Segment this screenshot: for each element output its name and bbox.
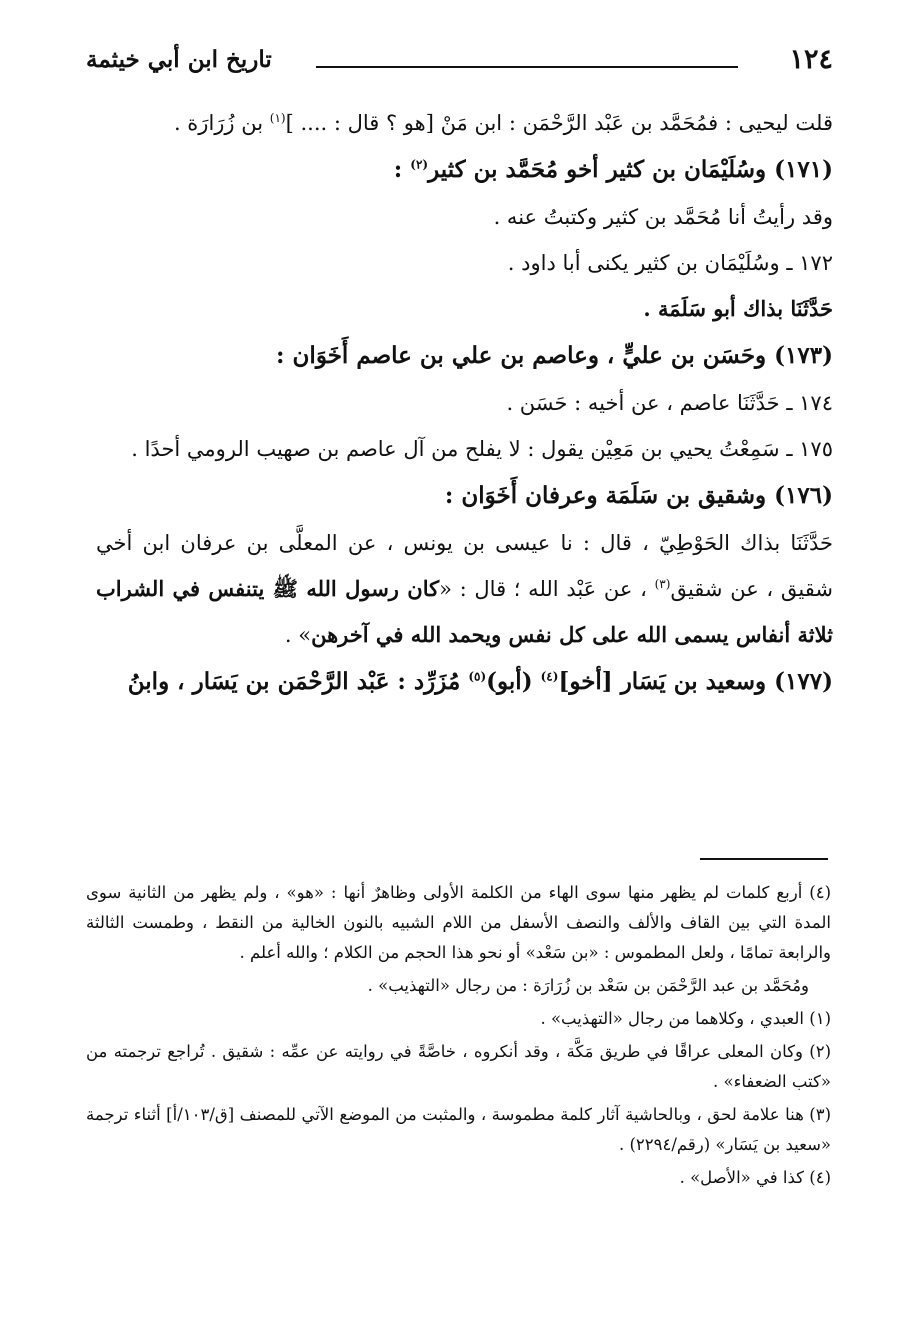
footnote-ref[interactable]: (١) xyxy=(269,111,286,125)
footnotes xyxy=(86,878,831,1196)
hadith-text: كان رسول الله ﷺ يتنفس في الشراب ثلاثة أنفاس يسمى الله على كل نفس ويحمد الله في آخرهن xyxy=(96,576,833,647)
entry-heading-173: (١٧٣) وحَسَن بن عليٍّ ، وعاصم بن علي بن عاصم أَخَوَان : xyxy=(276,342,833,369)
footnote-2: (٢) وكان المعلى عراقًا في طريق مَكَّة ، وقد أنكروه ، خاصَّةً في روايته عن عمِّه : شقيق . تُراجع ترجمته من «كتب الضعفاء» . xyxy=(86,1042,831,1091)
running-title: تاريخ ابن أبي خيثمة xyxy=(86,46,272,73)
footnote-ref[interactable]: (٤) xyxy=(540,669,559,684)
footnote-4: (٤) كذا في «الأصل» . xyxy=(679,1168,831,1187)
heading-text: مُزَرِّد : عَبْد الرَّحْمَن بن يَسَار ، وابنُ xyxy=(127,668,461,695)
footnote-1: (١) العبدي ، وكلاهما من رجال «التهذيب» . xyxy=(540,1009,831,1028)
footnote-ref[interactable]: (٣) xyxy=(654,577,671,591)
entry-heading-177 xyxy=(96,658,833,706)
paragraph-174: ١٧٤ ـ حَدَّثَنَا عاصم ، عن أخيه : حَسَن . xyxy=(506,391,833,415)
paragraph: حَدَّثَنَا بذاك أبو سَلَمَة . xyxy=(643,296,833,321)
paragraph-175: ١٧٥ ـ سَمِعْتُ يحيي بن مَعِيْن يقول : لا يفلح من آل عاصم بن صهيب الرومي أحدًا . xyxy=(131,437,833,461)
footnote-3: (٣) هنا علامة لحق ، وبالحاشية آثار كلمة مطموسة ، والمثبت من الموضع الآتي للمصنف [ق/١٠٣/أ] أثناء ترجمة «سعيد بن يَسَار» (رقم/٢٢٩٤) . xyxy=(86,1105,832,1154)
paragraph: وقد رأيتُ أنا مُحَمَّد بن كثير وكتبتُ عنه . xyxy=(493,205,833,229)
paragraph-176 xyxy=(96,520,833,658)
footnote-ref[interactable]: (٥) xyxy=(468,669,487,684)
text-run: حَدَّثَنَا بذاك الحَوْطِيّ ، قال : نا عيسى بن يونس ، عن المعلَّى بن عرفان ابن أخي شقيق ، عن شقيق xyxy=(96,531,833,601)
text-run: قلت ليحيى : فمُحَمَّد بن عَبْد الرَّحْمَن : ابن مَنْ [هو ؟ قال : .... ] xyxy=(285,111,833,135)
page-header xyxy=(86,44,833,84)
heading-text: (أبو) xyxy=(486,668,533,695)
text-run: » . xyxy=(284,623,312,647)
footnote-ref[interactable]: (٢) xyxy=(410,157,429,172)
main-text xyxy=(96,100,833,706)
paragraph-172: ١٧٢ ـ وسُلَيْمَان بن كثير يكنى أبا داود . xyxy=(507,251,833,275)
footnote-rule xyxy=(700,858,828,860)
footnote-4-prev-cont: ومُحَمَّد بن عبد الرَّحْمَن بن سَعْد بن زُرَارَة : من رجال «التهذيب» . xyxy=(367,976,809,995)
entry-heading-176: (١٧٦) وشقيق بن سَلَمَة وعرفان أَخَوَان : xyxy=(444,482,833,509)
text-run: ، عن عَبْد الله ؛ قال : « xyxy=(439,577,647,601)
header-rule xyxy=(316,66,738,68)
heading-text: (١٧٧) وسعيد بن يَسَار [أخو] xyxy=(558,668,833,695)
footnote-4-prev: (٤) أربع كلمات لم يظهر منها سوى الهاء من الكلمة الأولى وظاهرٌ أنها : «هو» ، ولم يظهر من الثانية سوى المدة التي بين القاف والألف والنصف الأسفل من اللام الشبيه بالنون الخالية من النقط ، وطمست الثالثة والرابعة تمامًا ، ولعل المطموس : «بن سَعْد» أو نحو هذا الحجم من الكلام ؛ والله أعلم . xyxy=(86,883,831,962)
heading-text: (١٧١) وسُلَيْمَان بن كثير أخو مُحَمَّد بن كثير xyxy=(428,156,833,183)
heading-colon: : xyxy=(393,156,403,183)
page-number: ١٢٤ xyxy=(789,44,833,75)
text-run: بن زُرَارَة . xyxy=(173,111,264,135)
paragraph xyxy=(96,100,833,146)
entry-heading-171 xyxy=(96,146,833,194)
